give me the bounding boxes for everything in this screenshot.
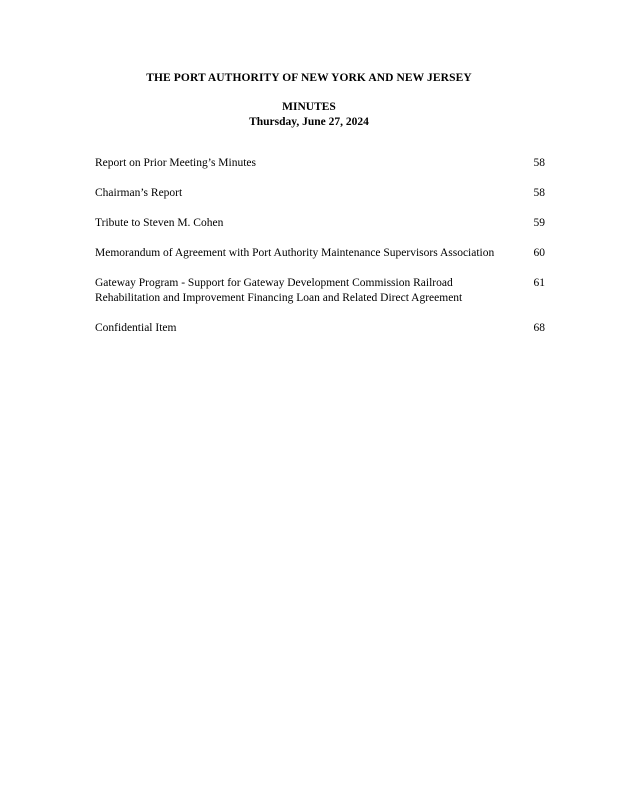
- toc-item: [95, 246, 545, 261]
- table-of-contents: [95, 156, 545, 351]
- toc-item: [95, 186, 545, 201]
- toc-item-page: 58: [533, 157, 545, 169]
- toc-item-title: Report on Prior Meeting’s Minutes: [95, 157, 256, 169]
- organization-title: THE PORT AUTHORITY OF NEW YORK AND NEW JERSEY: [146, 72, 472, 84]
- toc-item-page: 68: [533, 322, 545, 334]
- meeting-date: Thursday, June 27, 2024: [249, 116, 369, 128]
- toc-item-title: Memorandum of Agreement with Port Authority Maintenance Supervisors Association: [95, 247, 495, 259]
- toc-item: [95, 216, 545, 231]
- toc-item-page: 59: [533, 217, 545, 229]
- toc-item-title: Tribute to Steven M. Cohen: [95, 217, 224, 229]
- toc-item: [95, 321, 545, 336]
- minutes-heading: MINUTES: [282, 101, 336, 113]
- toc-item: [95, 276, 545, 306]
- toc-item-title: Gateway Program - Support for Gateway Development Commission Railroad Rehabilitation and Improvement Financing Loan and Related Direct Agreement: [95, 277, 463, 304]
- toc-item: [95, 156, 545, 171]
- toc-item-page: 61: [533, 277, 545, 289]
- toc-item-title: Chairman’s Report: [95, 187, 183, 199]
- toc-item-page: 60: [533, 247, 545, 259]
- toc-item-title: Confidential Item: [95, 322, 177, 334]
- toc-item-page: 58: [533, 187, 545, 199]
